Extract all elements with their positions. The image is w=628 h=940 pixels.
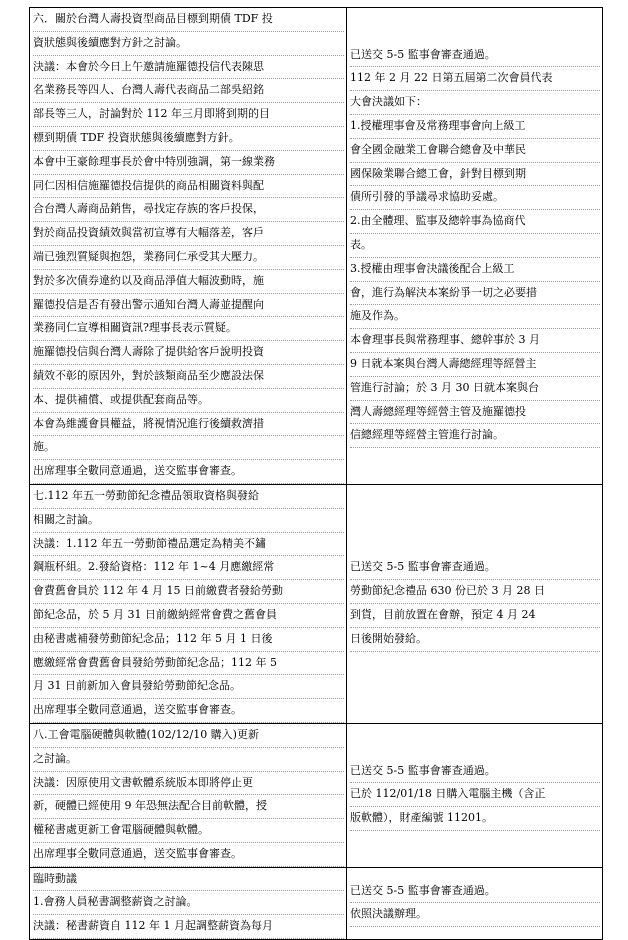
text-line: 表。	[350, 234, 600, 258]
text-line: 施及作為。	[350, 305, 600, 329]
text-line: 部長等三人，討論對於 112 年三月即將到期的目	[33, 103, 344, 127]
text-line: 出席理事全數同意通過，送交監事會審查。	[33, 843, 344, 867]
text-line: 會費舊會員於 112 年 4 月 15 日前繳費者發給勞動	[33, 580, 344, 604]
text-line: 七.112 年五一勞動節紀念禮品領取資格與發給	[33, 485, 344, 509]
text-line: 由秘書處補發勞動節紀念品；112 年 5 月 1 日後	[33, 628, 344, 652]
text-line: 新，硬體已經使用 9 年恐無法配合目前軟體，授	[33, 795, 344, 819]
text-line: 業務同仁宣導相關資訊?理事長表示質疑。	[33, 317, 344, 341]
text-line: 灣人壽總經理等經營主管及施羅德投	[350, 401, 600, 425]
text-line: 到貨，目前放置在會辦，預定 4 月 24	[350, 604, 600, 628]
text-line: 已送交 5-5 監事會審查通過。	[350, 760, 600, 784]
text-line: 本會理事長與常務理事、總幹事於 3 月	[350, 329, 600, 353]
resolution-table-body	[30, 8, 603, 940]
text-line: 已送交 5-5 監事會審查通過。	[350, 44, 600, 68]
text-line: 已送交 5-5 監事會審查通過。	[350, 556, 600, 580]
status-cell	[347, 484, 603, 723]
text-line: 112 年 2 月 22 日第五屆第二次會員代表	[350, 67, 600, 91]
text-line: 之討論。	[33, 748, 344, 772]
text-line: 9 日就本案與台灣人壽總經理等經營主	[350, 353, 600, 377]
text-line: 會全國金融業工會聯合總會及中華民	[350, 139, 600, 163]
text-line: 依照決議辦理。	[350, 903, 600, 927]
text-line: 已送交 5-5 監事會審查通過。	[350, 880, 600, 904]
table-row	[30, 723, 603, 867]
text-line: 績效不彰的原因外，對於該類商品至少應設法保	[33, 365, 344, 389]
text-line: 相關之討論。	[33, 509, 344, 533]
text-line: 鋼瓶杯組。2.發給資格：112 年 1~4 月應繳經常	[33, 556, 344, 580]
text-line: 本、提供補償、或提供配套商品等。	[33, 389, 344, 413]
text-line: 3.授權由理事會決議後配合上級工	[350, 258, 600, 282]
text-line: 羅德投信是否有發出警示通知台灣人壽並提醒向	[33, 294, 344, 318]
resolution-cell	[30, 484, 347, 723]
text-line: 債所引發的爭議尋求協助妥處。	[350, 186, 600, 210]
text-line: 標到期債 TDF 投資狀態與後續應對方針。	[33, 127, 344, 151]
text-line: 決議：1.112 年五一勞動節禮品選定為精美不鏽	[33, 533, 344, 557]
text-line: 信總經理等經營主管進行討論。	[350, 424, 600, 448]
text-line: 六．關於台灣人壽投資型商品目標到期債 TDF 投	[33, 8, 344, 32]
text-line: 權秘書處更新工會電腦硬體與軟體。	[33, 819, 344, 843]
text-line: 版軟體），財產編號 11201。	[350, 807, 600, 831]
status-cell	[347, 8, 603, 485]
text-line: 大會決議如下：	[350, 91, 600, 115]
text-line: 合台灣人壽商品銷售，尋找定存族的客戶投保，	[33, 198, 344, 222]
text-line: 已於 112/01/18 日購入電腦主機（含正	[350, 783, 600, 807]
text-line: 出席理事全數同意通過，送交監事會審查。	[33, 460, 344, 484]
table-row	[30, 867, 603, 939]
text-line: 本會中王豪餘理事長於會中特別強調，第一線業務	[33, 151, 344, 175]
text-line: 端已強烈質疑與抱怨，業務同仁承受其大壓力。	[33, 246, 344, 270]
text-line: 管進行討論；於 3 月 30 日就本案與台	[350, 377, 600, 401]
text-line: 本會為維護會員權益，將視情況進行後續救濟措	[33, 413, 344, 437]
text-line: 對於多次債券違約以及商品淨值大幅波動時，施	[33, 270, 344, 294]
text-line: 會，進行為解決本案紛爭一切之必要措	[350, 282, 600, 306]
text-line: 1.授權理事會及常務理事會向上級工	[350, 115, 600, 139]
text-line: 1.會務人員秘書調整薪資之討論。	[33, 891, 344, 915]
text-line: 對於商品投資績效與當初宣導有大幅落差，客戶	[33, 222, 344, 246]
status-cell	[347, 723, 603, 867]
text-line: 臨時動議	[33, 868, 344, 892]
text-line: 節紀念品，於 5 月 31 日前繳納經常會費之舊會員	[33, 604, 344, 628]
text-line: 八.工會電腦硬體與軟體(102/12/10 購入)更新	[33, 724, 344, 748]
text-line: 國保險業聯合總工會，針對目標到期	[350, 163, 600, 187]
table-row	[30, 8, 603, 485]
text-line: 名業務長等四人、台灣人壽代表商品二部吳紹銘	[33, 79, 344, 103]
text-line: 決議：因原使用文書軟體系統版本即將停止更	[33, 772, 344, 796]
text-line: 月 31 日前新加入會員發給勞動節紀念品。	[33, 675, 344, 699]
resolution-cell	[30, 867, 347, 939]
table-row	[30, 484, 603, 723]
text-line: 2.由全體理、監事及總幹事為協商代	[350, 210, 600, 234]
status-cell	[347, 867, 603, 939]
text-line: 日後開始發給。	[350, 628, 600, 652]
text-line: 施。	[33, 436, 344, 460]
text-line: 應繳經常會費舊會員發給勞動節紀念品；112 年 5	[33, 652, 344, 676]
text-line: 決議：本會於今日上午邀請施羅德投信代表陳思	[33, 56, 344, 80]
text-line: 出席理事全數同意通過，送交監事會審查。	[33, 699, 344, 723]
resolution-cell	[30, 723, 347, 867]
text-line: 施羅德投信與台灣人壽除了提供給客戶說明投資	[33, 341, 344, 365]
resolution-table	[29, 7, 603, 940]
text-line: 決議：秘書薪資自 112 年 1 月起調整薪資為每月	[33, 915, 344, 939]
resolution-cell	[30, 8, 347, 485]
text-line: 資狀態與後續應對方針之討論。	[33, 32, 344, 56]
text-line: 勞動節紀念禮品 630 份已於 3 月 28 日	[350, 580, 600, 604]
text-line: 同仁因相信施羅德投信提供的商品相關資料與配	[33, 175, 344, 199]
